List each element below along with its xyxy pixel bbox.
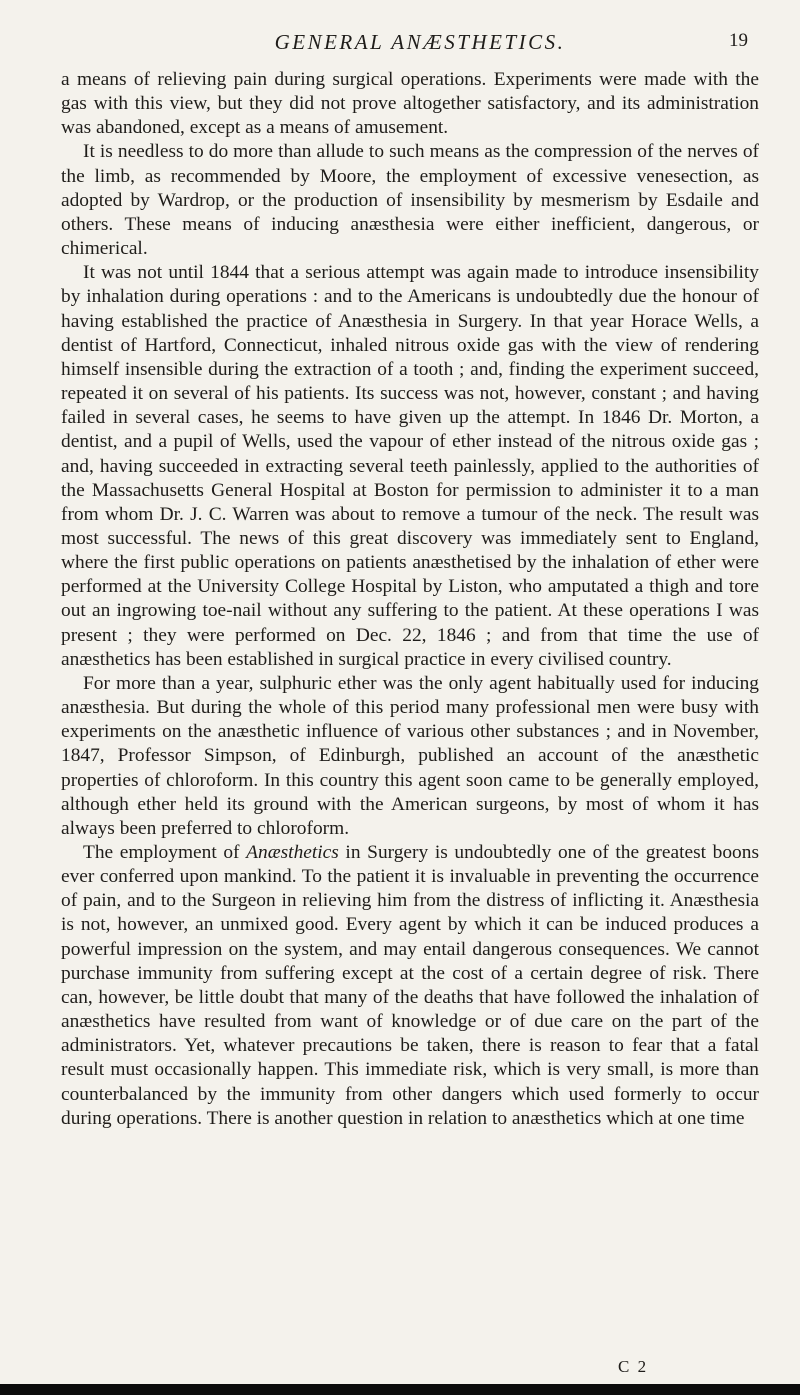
running-title: GENERAL ANÆSTHETICS. (274, 30, 566, 54)
bottom-scan-edge (0, 1384, 800, 1395)
paragraph-5-emphasis: Anæsthetics (246, 842, 339, 863)
running-head (0, 22, 800, 62)
paragraph-5-lead: The employment of (83, 842, 247, 863)
paragraph-3: It was not until 1844 that a serious attempt was again made to introduce insensibility by inhalation during operations : and to the Americans is undoubtedly due the honour of having established the practice of Anæsthesia in Surgery. In that year Horace Wells, a dentist of Hartford, Connecticut, inhaled nitrous oxide gas with the view of rendering himself insensible during the extraction of a tooth ; and, finding the experiment succeed, repeated it on several of his patients. Its success was not, however, constant ; and having failed in several cases, he seems to have given up the attempt. In 1846 Dr. Morton, a dentist, and a pupil of Wells, used the vapour of ether instead of the nitrous oxide gas ; and, having succeeded in extracting several teeth painlessly, applied to the authorities of the Massachusetts General Hospital at Boston for permission to administer it to a man from whom Dr. J. C. Warren was about to remove a tumour of the neck. The result was most successful. The news of this great discovery was immediately sent to England, where the first public operations on patients anæsthetised by the inhalation of ether were performed at the University College Hospital by Liston, who amputated a thigh and tore out an ingrowing toe-nail without any suffering to the patient. At these operations I was present ; they were performed on Dec. 22, 1846 ; and from that time the use of anæsthetics has been established in surgical practice in every civilised country. (61, 262, 759, 670)
body-text (61, 68, 759, 1131)
paragraph-5-rest: in Surgery is undoubtedly one of the greatest boons ever conferred upon mankind. To the patient it is invaluable in preventing the occurrence of pain, and to the Surgeon in relieving him from the distress of inflicting it. Anæsthesia is not, however, an unmixed good. Every agent by which it can be induced produces a powerful impression on the system, and may entail dangerous consequences. We cannot purchase immunity from suffering except at the cost of a certain degree of risk. There can, however, be little doubt that many of the deaths that have followed the inhalation of anæsthetics have resulted from want of knowledge or of due care on the part of the administrators. Yet, whatever precautions be taken, there is reason to fear that a fatal result must occasionally happen. This immediate risk, which is very small, is more than counterbalanced by the immunity from other dangers which used formerly to occur during operations. There is another question in relation to anæsthetics which at one time (61, 842, 759, 1129)
paragraph-5 (61, 841, 759, 1131)
paragraph-2: It is needless to do more than allude to such means as the compression of the nerves of the limb, as recommended by Moore, the employment of excessive venesection, as adopted by Wardrop, or the production of insensibility by mesmerism by Esdaile and others. These means of inducing anæsthesia were either inefficient, dangerous, or chimerical. (61, 141, 759, 260)
page-number: 19 (729, 30, 748, 51)
page-footer (0, 1357, 800, 1381)
paragraph-4: For more than a year, sulphuric ether was the only agent habitually used for inducing anæsthesia. But during the whole of this period many professional men were busy with experiments on the anæsthetic influence of various other substances ; and in November, 1847, Professor Simpson, of Edinburgh, published an account of the anæsthetic properties of chloroform. In this country this agent soon came to be generally employed, although ether held its ground with the American surgeons, by most of whom it has always been preferred to chloroform. (61, 672, 759, 839)
signature-mark: C 2 (618, 1357, 649, 1376)
paragraph-1-continued: a means of relieving pain during surgical operations. Experiments were made with the gas with this view, but they did not prove altogether satisfactory, and its administration was abandoned, except as a means of amusement. (61, 69, 759, 139)
